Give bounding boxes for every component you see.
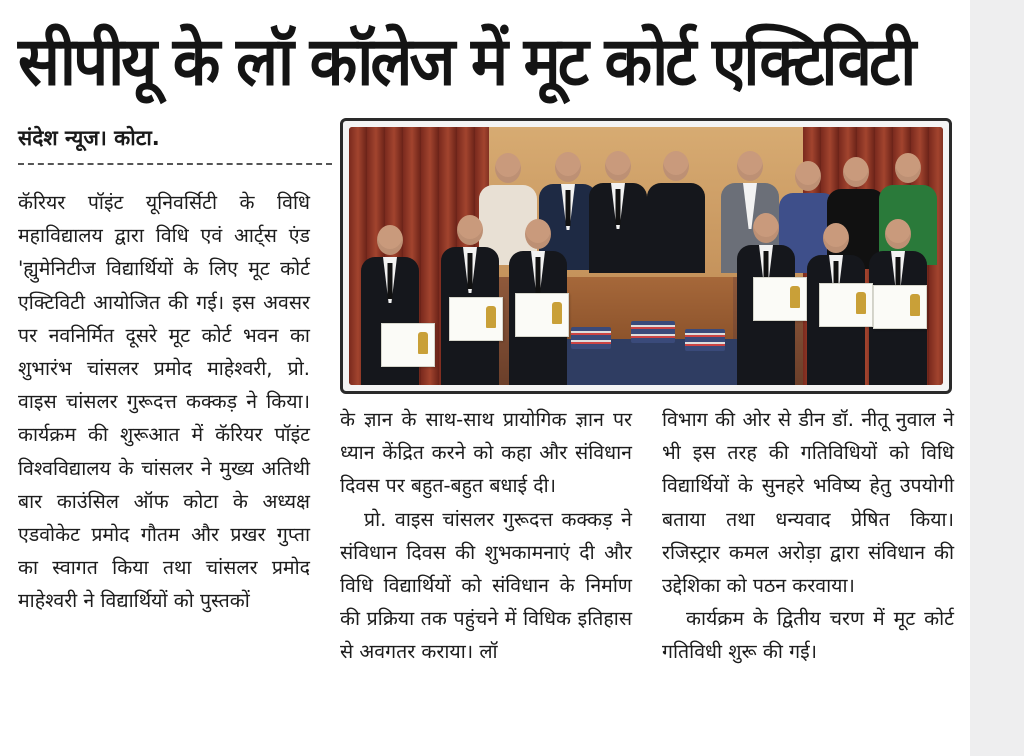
dashed-divider	[18, 163, 332, 165]
dateline: संदेश न्यूज। कोटा.	[18, 126, 160, 150]
books	[685, 329, 725, 351]
certificate	[819, 283, 873, 327]
headline: सीपीयू के लॉ कॉलेज में मूट कोर्ट एक्टिविटी	[18, 21, 914, 101]
books	[631, 321, 675, 343]
certificate	[873, 285, 927, 329]
certificate	[753, 277, 807, 321]
person-figure	[589, 151, 647, 273]
paragraph: कॅरियर पॉइंट यूनिवर्सिटी के विधि महाविद्यालय द्वारा विधि एवं आर्ट्स एंड 'ह्युमेनिटीज विद्यार्थियों के लिए मूट कोर्ट एक्टिविटी आयोजित की गई। इस अवसर पर नवनिर्मित दूसरे मूट कोर्ट भवन का शुभारंभ चांसलर प्रमोद माहेश्वरी, प्रो. वाइस चांसलर गुरूदत्त कक्कड़ ने किया। कार्यक्रम की शुरूआत में कॅरियर पॉइंट विश्वविद्यालय के चांसलर ने मुख्य अतिथी बार काउंसिल ऑफ कोटा के अध्यक्ष एडवोकेट प्रमोद गौतम और प्रखर गुप्ता का स्वागत किया तथा चांसलर प्रमोद माहेश्वरी ने विद्यार्थियों को पुस्तकों	[18, 191, 310, 613]
certificate	[515, 293, 569, 337]
article-column-2	[340, 403, 632, 669]
paragraph: विभाग की ओर से डीन डॉ. नीतू नुवाल ने भी इस तरह की गतिविधियों को विधि विद्यार्थियों के सुनहरे भविष्य हेतु उपयोगी बताया तथा धन्यवाद प्रेषित किया। रजिस्ट्रार कमल अरोड़ा द्वारा संविधान की उद्देशिका को पठन करवाया।	[662, 408, 954, 598]
certificate	[449, 297, 503, 341]
certificate	[381, 323, 435, 367]
person-figure	[647, 151, 705, 273]
article-column-3	[662, 403, 954, 669]
paragraph: कार्यक्रम के द्वितीय चरण में मूट कोर्ट गतिविधी शुरू की गई।	[662, 607, 954, 664]
article-column-1	[18, 186, 310, 618]
books	[571, 327, 611, 349]
paragraph: के ज्ञान के साथ-साथ प्रायोगिक ज्ञान पर ध्यान केंद्रित करने को कहा और संविधान दिवस पर बहुत-बहुत बधाई दी।	[340, 408, 632, 498]
paragraph: प्रो. वाइस चांसलर गुरूदत्त कक्कड़ ने संविधान दिवस की शुभकामनाएं दी और विधि विद्यार्थियों को संविधान के निर्माण की प्रक्रिया तक पहुंचने में विधिक इतिहास से अवगतर कराया। लॉ	[340, 507, 632, 664]
page-margin	[970, 0, 1024, 756]
group-photo-icon	[349, 127, 943, 385]
news-photo	[340, 118, 952, 394]
